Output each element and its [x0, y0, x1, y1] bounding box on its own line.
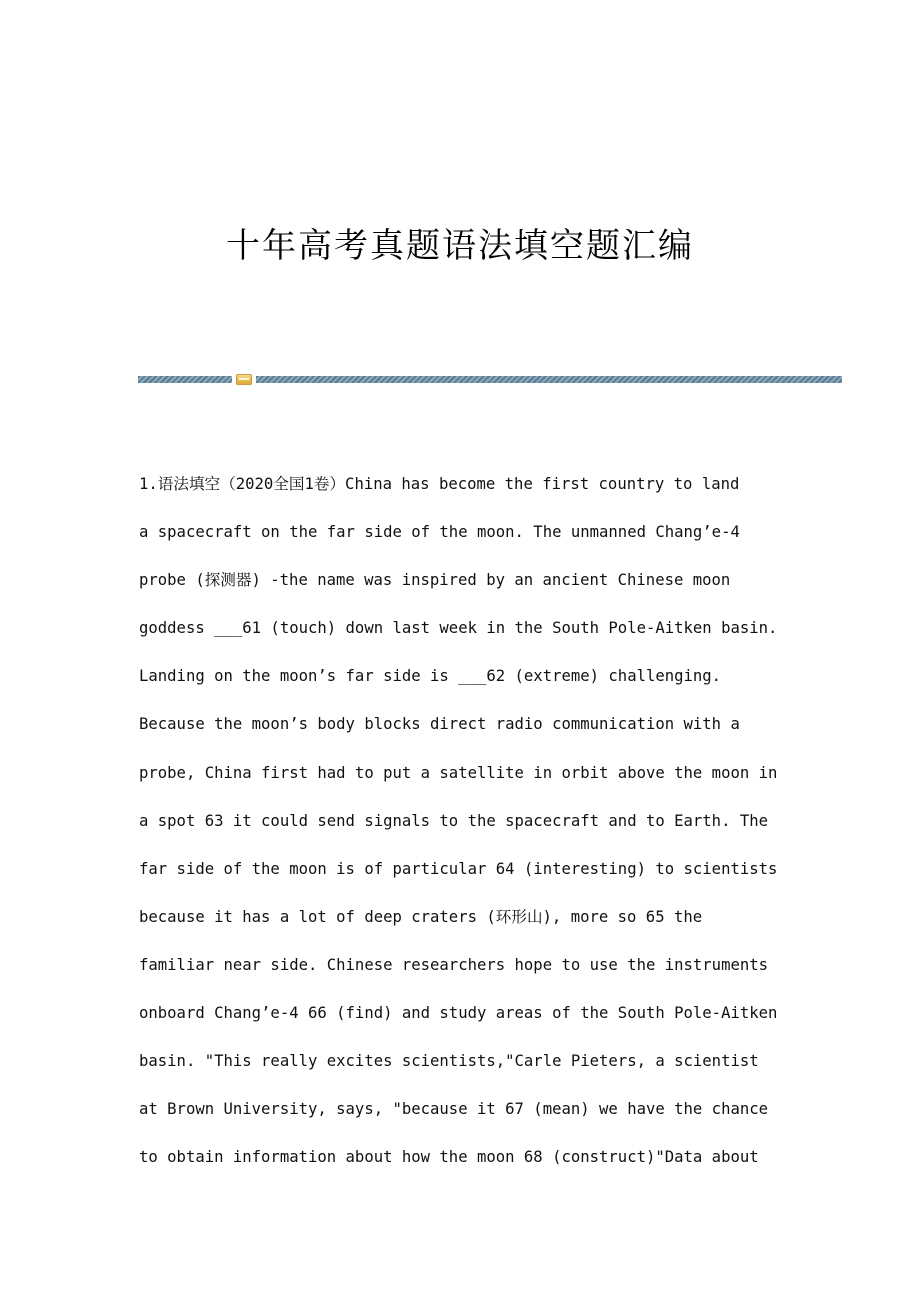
document-title: 十年高考真题语法填空题汇编 [226, 226, 694, 266]
passage-line: a spacecraft on the far side of the moon. The unmanned Chang’e-4 [139, 523, 740, 542]
exercise-passage [139, 472, 799, 1193]
passage-line: familiar near side. Chinese researchers hope to use the instruments [139, 955, 769, 974]
passage-line: a spot 63 it could send signals to the spacecraft and to Earth. The [139, 811, 769, 830]
divider-bar-right [256, 376, 842, 383]
passage-line: Landing on the moon’s far side is ___62 (extreme) challenging. [139, 667, 722, 686]
divider-bar-left [138, 376, 232, 383]
title-divider [138, 375, 842, 385]
passage-line: far side of the moon is of particular 64 (interesting) to scientists [139, 859, 778, 878]
passage-line: goddess ___61 (touch) down last week in the South Pole-Aitken basin. [139, 619, 778, 638]
passage-line: probe, China first had to put a satellite in orbit above the moon in [139, 763, 778, 782]
passage-line: because it has a lot of deep craters (环形山), more so 65 the [139, 907, 703, 926]
passage-line: Because the moon’s body blocks direct radio communication with a [139, 715, 740, 734]
passage-line: probe (探测器) -the name was inspired by an ancient Chinese moon [139, 571, 731, 590]
divider-ornament-icon [236, 374, 252, 385]
passage-line: onboard Chang’e-4 66 (find) and study areas of the South Pole-Aitken [139, 1004, 778, 1023]
passage-line: at Brown University, says, "because it 67 (mean) we have the chance [139, 1100, 769, 1119]
passage-line: to obtain information about how the moon 68 (construct)"Data about [139, 1148, 759, 1167]
passage-line: basin. "This really excites scientists,"Carle Pieters, a scientist [139, 1052, 759, 1071]
passage-line: 1.语法填空（2020全国1卷）China has become the first country to land [139, 475, 740, 493]
